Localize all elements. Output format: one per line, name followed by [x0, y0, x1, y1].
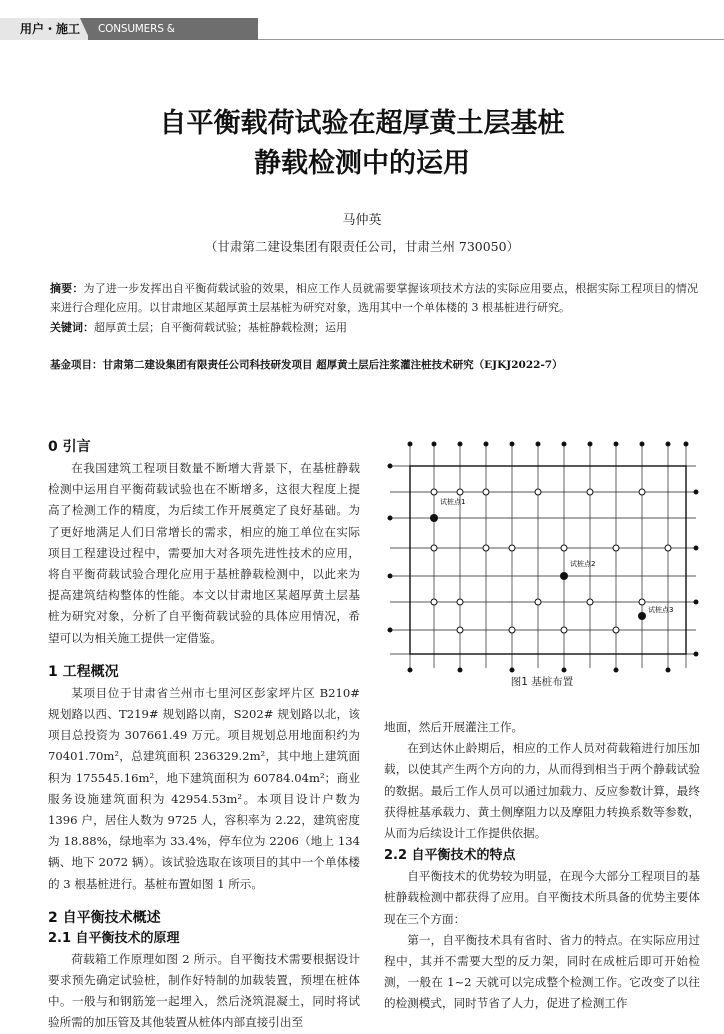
section-1-heading: 1 工程概况: [48, 663, 119, 680]
author: 马仲英: [342, 213, 382, 228]
pile-label-3: 试桩点3: [648, 606, 674, 614]
pile-layout-figure: [384, 436, 700, 680]
figure-caption: 图1 基桩布置: [510, 676, 574, 688]
pile-label-1: 试桩点1: [440, 498, 466, 506]
section-label-en: CONSUMERS & CONSTRUCTION: [88, 18, 258, 40]
section-2-heading: 2 自平衡技术概述: [48, 909, 161, 926]
section-2-1-heading: 2.1 自平衡技术的原理: [48, 930, 180, 946]
section-1-paragraph: 某项目位于甘肃省兰州市七里河区彭家坪片区 B210# 规划路以西、T219# 规划路以南，S202# 规划路以北，该项目总投资为 307661.49 万元。项目规划总用地面积约为 70401.70m²，总建筑面积 236329.2m²，其中地上建筑面积为 175545.16m²，地下建筑面积为 60784.04m²；商业服务设施建筑面积为 42954.53m²。本项目设计户数为 1396 户，居住人数为 9725 人，容积率为 2.22，建筑密度为 18.88%，绿地率为 33.4%，停车位为 2206（地上 134 辆、地下 2072 辆）。该试验选取在该项目的其中一个单体楼的 3 根基桩进行。基桩布置如图 1 所示。: [48, 685, 360, 891]
abstract-label: 摘要：: [50, 282, 84, 295]
keywords-text: 超厚黄土层；自平衡荷载试验；基桩静载检测；运用: [94, 321, 347, 334]
grid-lines: [390, 442, 696, 668]
section-2-1-paragraph: 荷载箱工作原理如图 2 所示。自平衡技术需要根据设计要求预先确定试验桩，制作好特制的加载装置，预埋在桩体中。一般与和钢筋笼一起埋入，然后浇筑混凝土，同时将试验所需的加压管及其他装置从桩体内部直接引出至: [48, 951, 360, 1030]
section-2-2-paragraph-2: 第一，自平衡技术具有省时、省力的特点。在实际应用过程中，其并不需要大型的反力架，同时在成桩后即可开始检测，一般在 1~2 天就可以完成整个检测工作。它改变了以往的检测模式，同时节省了人力，促进了检测工作: [384, 932, 700, 1011]
right-column: [384, 717, 700, 1015]
fund-info: [50, 357, 698, 372]
column2-paragraph: 在到达休止龄期后，相应的工作人员对荷载箱进行加压加载，以使其产生两个方向的力，从而得到相当于两个静载试验的数据。最后工作人员可以通过加载力、反应参数计算，最终获得桩基承载力、黄土侧摩阻力以及摩阻力转换系数等参数，从而为后续设计工作提供依据。: [384, 741, 700, 841]
affiliation: （甘肃第二建设集团有限责任公司，甘肃兰州 730050）: [204, 239, 520, 254]
section-2-2-heading: 2.2 自平衡技术的特点: [384, 848, 516, 864]
keywords-label: 关键词：: [50, 321, 94, 334]
pile-markers: [431, 489, 674, 633]
column2-continuation: 地面，然后开展灌注工作。: [384, 720, 524, 734]
fund-label: 基金项目：: [50, 359, 103, 371]
section-0-heading: 0 引言: [48, 439, 91, 455]
section-label-cn: 用户・施工: [0, 18, 88, 40]
left-column: [48, 436, 360, 1034]
abstract: [50, 279, 698, 317]
abstract-text: 为了进一步发挥出自平衡荷载试验的效果，相应工作人员就需要掌握该项技术方法的实际应用要点，根据实际工程项目的情况来进行合理化应用。以甘肃地区某超厚黄土层基桩为研究对象，选用其中一个单体楼的 3 根基桩进行研究。: [50, 282, 699, 314]
paper-title-line1: 自平衡载荷试验在超厚黄土层基桩: [159, 108, 565, 139]
paper-title-line2: 静载检测中的运用: [254, 148, 470, 179]
section-2-2-paragraph-1: 自平衡技术的优势较为明显，在现今大部分工程项目的基桩静载检测中都获得了应用。自平衡技术所具备的优势主要体现在三个方面：: [384, 869, 700, 926]
section-0-paragraph: 在我国建筑工程项目数量不断增大背景下，在基桩静载检测中运用自平衡荷载试验也在不断增多，这很大程度上提高了检测工作的精度，为后续工作开展奠定了良好基础。为了更好地满足人们日常增长的需求，相应的施工单位在实际项目工程建设过程中，需要加大对各项先进性技术的应用，将自平衡荷载试验合理化应用于基桩静载检测中，以此来为提高建筑结构整体的性能。本文以甘肃地区某超厚黄土层基桩为研究对象，分析了自平衡荷载试验的具体应用情况，希望可以为相关施工提供一定借鉴。: [48, 461, 360, 645]
keywords: [50, 318, 698, 337]
running-header: [0, 18, 724, 57]
pile-label-2: 试桩点2: [570, 560, 596, 568]
fund-text: 甘肃第二建设集团有限责任公司科技研发项目 超厚黄土层后注浆灌注桩技术研究（EJKJ2022-7）: [102, 359, 563, 371]
header-rule: [258, 39, 724, 40]
